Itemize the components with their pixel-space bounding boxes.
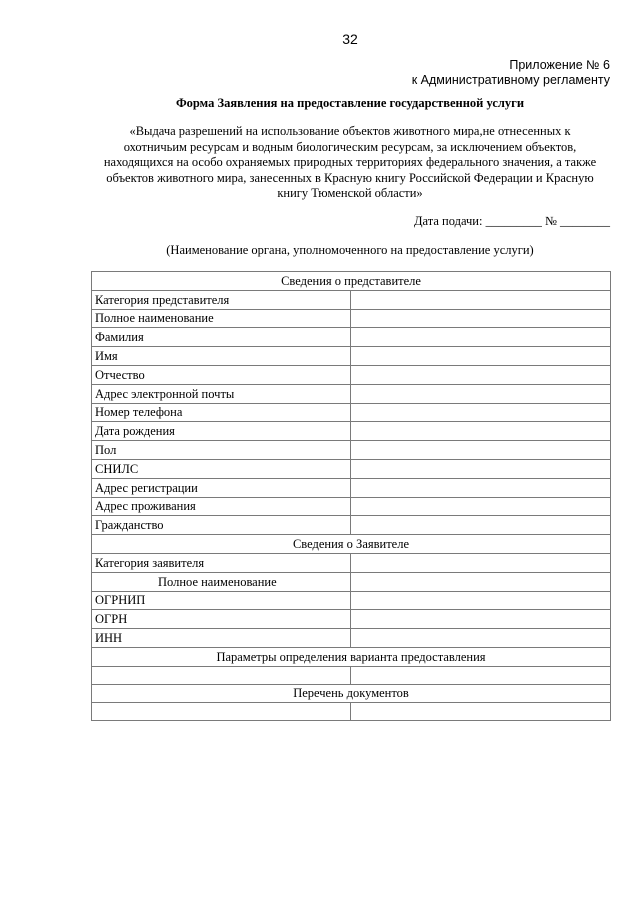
field-value-cell[interactable] bbox=[351, 365, 611, 384]
documents-section-header: Перечень документов bbox=[92, 684, 611, 703]
form-row bbox=[92, 497, 611, 516]
field-value-cell[interactable] bbox=[351, 497, 611, 516]
empty-cell[interactable] bbox=[351, 703, 611, 721]
form-row bbox=[92, 403, 611, 422]
application-form-table bbox=[91, 271, 611, 721]
authority-name-line: (Наименование органа, уполномоченного на предоставление услуги) bbox=[166, 243, 534, 257]
form-row bbox=[92, 629, 611, 648]
service-name bbox=[90, 124, 610, 202]
field-value-cell[interactable] bbox=[351, 328, 611, 347]
form-row bbox=[92, 516, 611, 535]
field-value-cell[interactable] bbox=[351, 441, 611, 460]
form-row bbox=[92, 328, 611, 347]
field-value-cell[interactable] bbox=[351, 629, 611, 648]
applicant-section-header: Сведения о Заявителе bbox=[92, 535, 611, 554]
field-label: Категория заявителя bbox=[92, 553, 351, 572]
field-label: ИНН bbox=[92, 629, 351, 648]
field-value-cell[interactable] bbox=[351, 309, 611, 328]
field-value-cell[interactable] bbox=[351, 610, 611, 629]
field-label: Имя bbox=[92, 347, 351, 366]
empty-cell[interactable] bbox=[92, 703, 351, 721]
field-value-cell[interactable] bbox=[351, 478, 611, 497]
section-header-row bbox=[92, 272, 611, 291]
empty-cell[interactable] bbox=[351, 666, 611, 684]
field-value-cell[interactable] bbox=[351, 459, 611, 478]
service-name-line-2: охотничьим ресурсам и водным биологическим ресурсам, за исключением объектов, bbox=[123, 139, 577, 154]
form-row bbox=[92, 591, 611, 610]
form-row bbox=[92, 365, 611, 384]
form-row bbox=[92, 459, 611, 478]
form-row bbox=[92, 703, 611, 721]
field-label: Полное наименование bbox=[92, 309, 351, 328]
empty-cell[interactable] bbox=[92, 666, 351, 684]
field-label: Гражданство bbox=[92, 516, 351, 535]
service-name-line-5: книгу Тюменской области» bbox=[277, 186, 423, 200]
section-header-row bbox=[92, 684, 611, 703]
representative-section-header: Сведения о представителе bbox=[92, 272, 611, 291]
appendix-line-1: Приложение № 6 bbox=[509, 58, 610, 72]
form-title: Форма Заявления на предоставление государственной услуги bbox=[175, 96, 525, 110]
form-row bbox=[92, 290, 611, 309]
submission-date-line: Дата подачи: _________ № ________ bbox=[413, 214, 610, 228]
page-number: 32 bbox=[342, 31, 358, 47]
field-label: Номер телефона bbox=[92, 403, 351, 422]
field-value-cell[interactable] bbox=[351, 572, 611, 591]
field-label: Пол bbox=[92, 441, 351, 460]
field-value-cell[interactable] bbox=[351, 290, 611, 309]
field-label: Полное наименование bbox=[92, 572, 351, 591]
service-name-line-3: находящихся на особо охраняемых природных территориях федерального значения, а также bbox=[103, 155, 597, 169]
field-label: Отчество bbox=[92, 365, 351, 384]
field-label: ОГРНИП bbox=[92, 591, 351, 610]
field-value-cell[interactable] bbox=[351, 422, 611, 441]
form-row bbox=[92, 553, 611, 572]
section-header-row bbox=[92, 535, 611, 554]
field-label: Адрес электронной почты bbox=[92, 384, 351, 403]
field-label: СНИЛС bbox=[92, 459, 351, 478]
form-row bbox=[92, 422, 611, 441]
field-value-cell[interactable] bbox=[351, 553, 611, 572]
form-row bbox=[92, 347, 611, 366]
form-row bbox=[92, 478, 611, 497]
field-label: ОГРН bbox=[92, 610, 351, 629]
field-value-cell[interactable] bbox=[351, 347, 611, 366]
service-name-line-1: «Выдача разрешений на использование объектов животного мира,не отнесенных к bbox=[129, 124, 571, 138]
service-name-line-4: объектов животного мира, занесенных в Красную книгу Российской Федерации и Красную bbox=[106, 170, 594, 185]
section-header-row bbox=[92, 647, 611, 666]
form-row bbox=[92, 441, 611, 460]
parameters-section-header: Параметры определения варианта предоставления bbox=[92, 647, 611, 666]
field-label: Дата рождения bbox=[92, 422, 351, 441]
field-label: Категория представителя bbox=[92, 290, 351, 309]
appendix-line-2: к Административному регламенту bbox=[411, 73, 610, 87]
field-value-cell[interactable] bbox=[351, 403, 611, 422]
form-row bbox=[92, 666, 611, 684]
form-row bbox=[92, 384, 611, 403]
field-label: Адрес регистрации bbox=[92, 478, 351, 497]
field-value-cell[interactable] bbox=[351, 516, 611, 535]
field-value-cell[interactable] bbox=[351, 591, 611, 610]
field-label: Адрес проживания bbox=[92, 497, 351, 516]
form-row bbox=[92, 309, 611, 328]
field-label: Фамилия bbox=[92, 328, 351, 347]
form-row bbox=[92, 572, 611, 591]
appendix-note bbox=[412, 58, 610, 88]
field-value-cell[interactable] bbox=[351, 384, 611, 403]
form-row bbox=[92, 610, 611, 629]
